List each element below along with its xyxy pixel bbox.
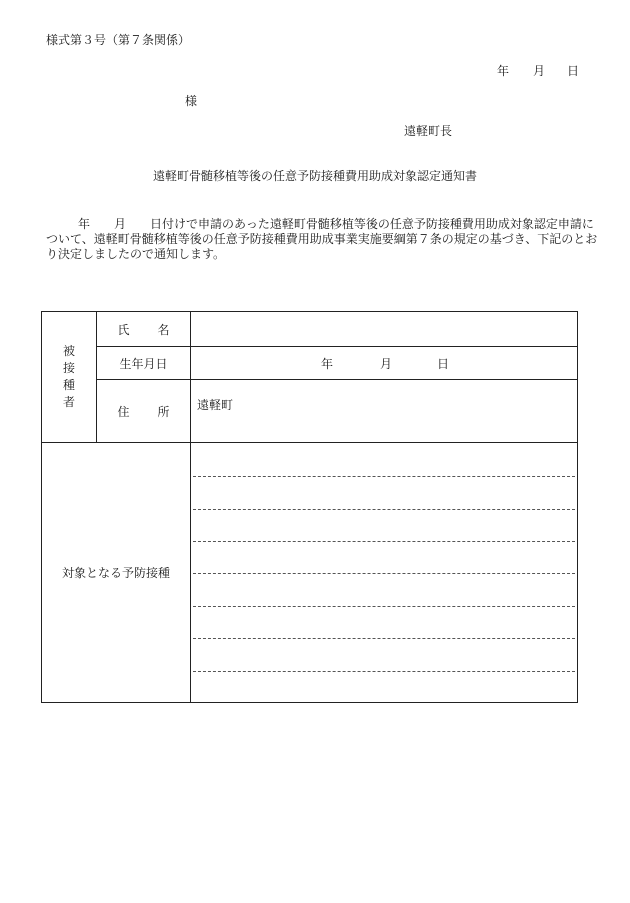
recipient-label-char: 者 bbox=[62, 395, 75, 409]
birthdate-label: 生年月日 bbox=[97, 347, 191, 380]
vaccine-entry-line bbox=[193, 509, 575, 510]
recipient-label-char: 接 bbox=[62, 361, 75, 375]
addressee-suffix: 様 bbox=[185, 94, 198, 108]
vaccine-entry-line bbox=[193, 573, 575, 574]
body-line-2: ついて、遠軽町骨髄移植等後の任意予防接種費用助成事業実施要綱第７条の規定の基づき、下記のとお bbox=[46, 232, 598, 246]
issue-date-day: 日 bbox=[567, 64, 580, 78]
name-label bbox=[97, 312, 191, 347]
issue-date-year: 年 bbox=[497, 64, 510, 78]
vaccine-entry-line bbox=[193, 638, 575, 639]
birth-year-label: 年 bbox=[321, 357, 334, 371]
name-label-char: 名 bbox=[157, 322, 170, 337]
document-title: 遠軽町骨髄移植等後の任意予防接種費用助成対象認定通知書 bbox=[152, 169, 477, 183]
birthdate-field[interactable] bbox=[191, 347, 578, 380]
vaccine-label: 対象となる予防接種 bbox=[42, 443, 191, 703]
address-label bbox=[97, 380, 191, 443]
body-line-3: り決定しましたので通知します。 bbox=[46, 247, 226, 261]
issue-date-month: 月 bbox=[533, 64, 546, 78]
vaccine-entry-line bbox=[193, 671, 575, 672]
vaccine-list-field[interactable] bbox=[191, 443, 578, 703]
body-paragraph bbox=[46, 217, 598, 262]
body-line-1: 年 月 日付けで申請のあった遠軽町骨髄移植等後の任意予防接種費用助成対象認定申請に bbox=[66, 217, 594, 231]
recipient-label-char: 被 bbox=[62, 344, 75, 358]
vaccine-entry-line bbox=[193, 606, 575, 607]
name-label-char: 氏 bbox=[117, 322, 130, 337]
address-field[interactable] bbox=[191, 380, 578, 443]
vaccine-entry-line bbox=[193, 541, 575, 542]
recipient-table bbox=[41, 311, 578, 703]
birth-month-label: 月 bbox=[380, 357, 393, 371]
recipient-label-char: 種 bbox=[62, 378, 75, 392]
address-label-char: 住 bbox=[117, 404, 130, 419]
address-prefix: 遠軽町 bbox=[197, 398, 234, 412]
birth-day-label: 日 bbox=[437, 357, 450, 371]
issuer-name: 遠軽町長 bbox=[404, 124, 453, 138]
form-number: 様式第３号（第７条関係） bbox=[46, 33, 191, 47]
vaccine-lines bbox=[191, 444, 577, 702]
address-label-char: 所 bbox=[157, 404, 170, 419]
name-field[interactable] bbox=[191, 312, 578, 347]
recipient-label bbox=[42, 312, 97, 443]
vaccine-entry-line bbox=[193, 476, 575, 477]
